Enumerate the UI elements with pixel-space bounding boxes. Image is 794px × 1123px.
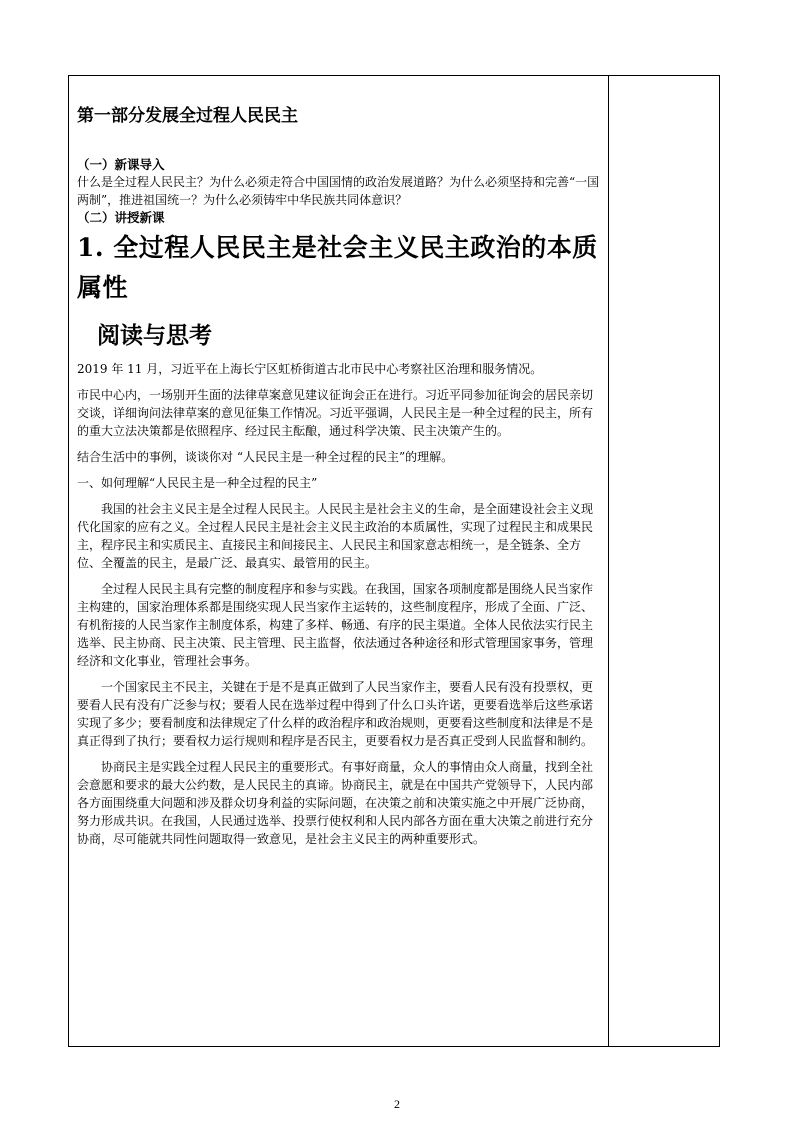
lesson-content: [77, 106, 601, 856]
lesson-table: [68, 75, 720, 1047]
part-title: 第一部分发展全过程人民民主: [77, 106, 298, 126]
paragraph-8: 协商民主是实践全过程人民民主的重要形式。有事好商量，众人的事情由众人商量，找到全社会意愿和要求的最大公约数，是人民民主的真谛。协商民主，就是在中国共产党领导下，人民内部各方面围绕重大问题和涉及群众切身利益的实际问题，在决策之前和决策实施之中开展广泛协商，努力形成共识。在我国，人民通过选举、投票行使权利和人民内部各方面在重大决策之前进行充分协商，尽可能就共同性问题取得一致意见，是社会主义民主的两种重要形式。: [77, 760, 594, 846]
section-label-lecture: （二）讲授新课: [77, 210, 165, 225]
paragraph-4: 一、如何理解“人民民主是一种全过程的民主”: [77, 476, 318, 490]
intro-questions: 什么是全过程人民民主？为什么必须走符合中国国情的政治发展道路？为什么必须坚持和完善“一国两制”，推进祖国统一？为什么必须铸牢中华民族共同体意识？: [77, 175, 600, 207]
main-heading: 1. 全过程人民民主是社会主义民主政治的本质属性: [77, 233, 598, 302]
paragraph-6: 全过程人民民主具有完整的制度程序和参与实践。在我国，国家各项制度都是围绕人民当家作主构建的，国家治理体系都是围绕实现人民当家作主运转的，这些制度程序，形成了全面、广泛、有机衔接的人民当家作主制度体系，构建了多样、畅通、有序的民主渠道。全体人民依法实行民主选举、民主协商、民主决策、民主管理、民主监督，依法通过各种途径和形式管理国家事务，管理经济和文化事业，管理社会事务。: [77, 582, 594, 668]
paragraph-5: 我国的社会主义民主是全过程人民民主。人民民主是社会主义的生命，是全面建设社会主义现代化国家的应有之义。全过程人民民主是社会主义民主政治的本质属性，实现了过程民主和成果民主，程序民主和实质民主、直接民主和间接民主、人民民主和国家意志相统一，是全链条、全方位、全覆盖的民主，是最广泛、最真实、最管用的民主。: [77, 502, 594, 570]
reading-heading: 阅读与思考: [97, 322, 212, 349]
paragraph-2: 市民中心内，一场别开生面的法律草案意见建议征询会正在进行。习近平同参加征询会的居民亲切交谈，详细询问法律草案的意见征集工作情况。习近平强调，人民民主是一种全过程的民主，所有的重大立法决策都是依照程序、经过民主酝酿，通过科学决策、民主决策产生的。: [77, 388, 594, 438]
paragraph-1: 2019 年 11 月，习近平在上海长宁区虹桥街道古北市民中心考察社区治理和服务情况。: [77, 362, 543, 376]
section-label-intro: （一）新课导入: [77, 157, 165, 172]
column-divider: [608, 76, 609, 1046]
page-number: 2: [394, 1097, 400, 1111]
paragraph-7: 一个国家民主不民主，关键在于是不是真正做到了人民当家作主，要看人民有没有投票权，更要看人民有没有广泛参与权；要看人民在选举过程中得到了什么口头许诺，更要看选举后这些承诺实现了多少；要看制度和法律规定了什么样的政治程序和政治规则，更要看这些制度和法律是不是真正得到了执行；要看权力运行规则和程序是否民主，更要看权力是否真正受到人民监督和制约。: [77, 680, 594, 748]
paragraph-3: 结合生活中的事例，谈谈你对 “人民民主是一种全过程的民主”的理解。: [77, 450, 454, 464]
